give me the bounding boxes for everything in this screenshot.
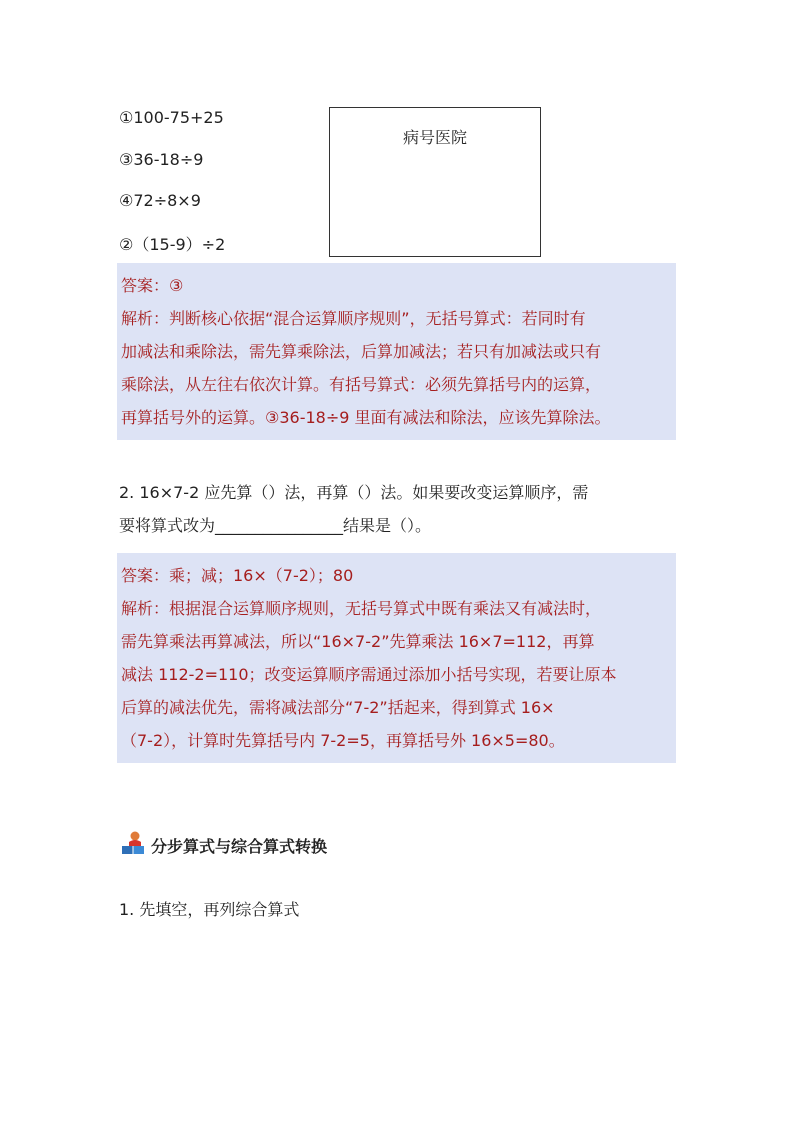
option-3: ③36-18÷9: [119, 150, 204, 169]
analysis-line: 再算括号外的运算。③36-18÷9 里面有减法和除法，应该先算除法。: [121, 408, 611, 427]
answer-line: 答案：③: [121, 276, 184, 295]
question-line: 2. 16×7-2 应先算（）法，再算（）法。如果要改变运算顺序，需: [119, 483, 589, 502]
analysis-line: 需先算乘法再算减法，所以“16×7-2”先算乘法 16×7=112，再算: [121, 632, 595, 651]
sub-question-1: 1. 先填空，再列综合算式: [119, 900, 300, 919]
option-4: ④72÷8×9: [119, 191, 201, 210]
analysis-line: （7-2），计算时先算括号内 7-2=5，再算括号外 16×5=80。: [121, 731, 565, 750]
answer-block-2: [117, 553, 676, 763]
answer-line: 答案：乘；减；16×（7-2）；80: [121, 566, 354, 585]
student-reading-icon: [119, 830, 147, 860]
analysis-line: 解析：判断核心依据“混合运算顺序规则”，无括号算式：若同时有: [121, 309, 586, 328]
analysis-line: 解析：根据混合运算顺序规则，无括号算式中既有乘法又有减法时，: [121, 599, 602, 618]
option-1: ①100-75+25: [119, 108, 224, 127]
analysis-line: 减法 112-2=110；改变运算顺序需通过添加小括号实现，若要让原本: [121, 665, 617, 684]
box-title: 病号医院: [402, 128, 467, 147]
question-2: [119, 476, 588, 542]
section-heading: [119, 830, 327, 860]
question-line: 要将算式改为________________结果是（）。: [119, 516, 432, 535]
section-title: 分步算式与综合算式转换: [151, 836, 328, 856]
analysis-line: 后算的减法优先，需将减法部分“7-2”括起来，得到算式 16×: [121, 698, 555, 717]
analysis-line: 加减法和乘除法，需先算乘除法，后算加减法；若只有加减法或只有: [121, 342, 602, 361]
option-2: ②（15-9）÷2: [119, 235, 226, 254]
hospital-box: [329, 107, 541, 257]
analysis-line: 乘除法，从左往右依次计算。有括号算式：必须先算括号内的运算，: [121, 375, 602, 394]
answer-block-1: [117, 263, 676, 440]
